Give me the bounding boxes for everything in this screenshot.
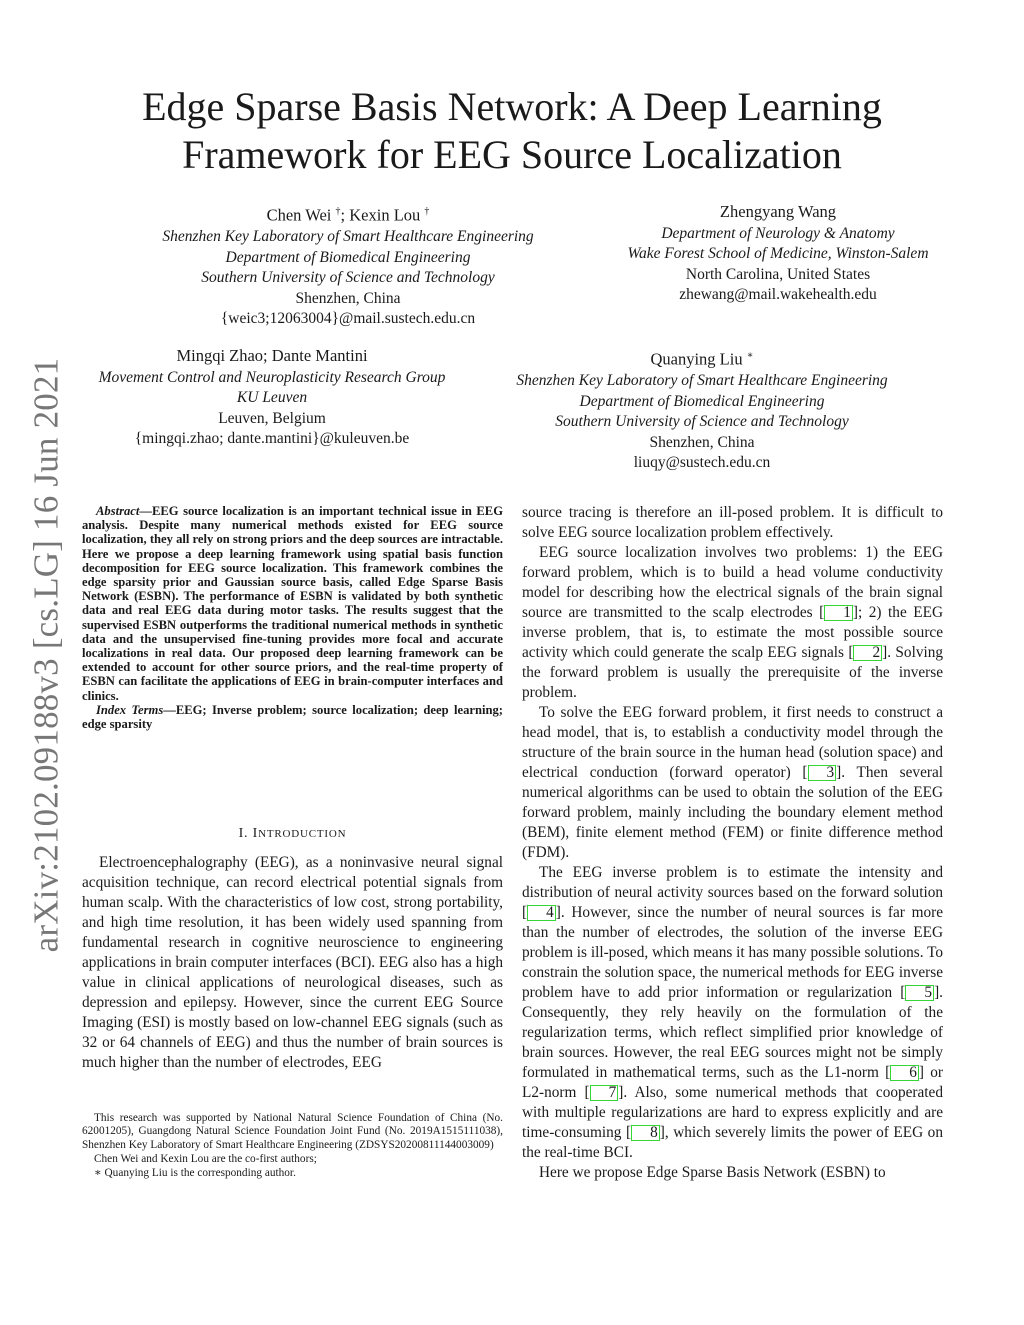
author-name: Zhengyang Wang — [719, 202, 837, 221]
citation-link[interactable]: 8 — [631, 1125, 660, 1141]
footnote-corresponding: ∗ Quanying Liu is the corresponding author. — [94, 1167, 296, 1180]
citation-link[interactable]: 3 — [808, 765, 837, 781]
author-email[interactable]: {weic3;12063004}@mail.sustech.edu.cn — [220, 310, 476, 328]
author-email[interactable]: {mingqi.zhao; dante.mantini}@kuleuven.be — [134, 430, 410, 448]
author-affiliation: Wake Forest School of Medicine, Winston-Salem — [627, 245, 929, 263]
abstract-text: —EEG source localization is an important technical issue in EEG analysis. Despite many numerical methods existed for EEG source localization, they all rely on strong priors and the deep sources are intractable. Here we propose a deep learning framework using spatial basis function decomposition for EEG source localization. This framework combines the edge sparsity prior and Gaussian source basis, called Edge Sparse Basis Network (ESBN). The performance of ESBN is validated by both synthetic data and real EEG data during motor tasks. The results suggest that the supervised ESBN outperforms the traditional numerical methods in synthetic data and the unsupervised fine-tuning provides more focal and accurate localizations in real data. Our proposed deep learning framework can be extended to account for other source priors, and the real-time property of ESBN can facilitate the applications of EEG in brain-computer interfaces and clinics. — [82, 504, 503, 703]
footnotes — [82, 1112, 503, 1181]
paper-title: Edge Sparse Basis Network: A Deep Learning Framework for EEG Source Localization — [142, 84, 882, 177]
left-column-body — [82, 853, 503, 1073]
author-affiliation: Department of Biomedical Engineering — [579, 392, 825, 410]
author-affiliation: Southern University of Science and Technology — [201, 269, 495, 287]
author-affiliation: Department of Neurology & Anatomy — [661, 224, 895, 242]
author-block-wang — [598, 202, 958, 306]
index-terms-text: —EEG; Inverse problem; source localization; deep learning; edge sparsity — [82, 702, 503, 732]
abstract-paragraph — [82, 504, 503, 703]
body-paragraph: Here we propose Edge Sparse Basis Network (ESBN) to — [539, 1164, 886, 1181]
body-paragraph: Electroencephalography (EEG), as a noninvasive neural signal acquisition technique, can record electrical potential signals from human scalp. With the characteristics of low cost, strong portability, and high time resolution, it has been widely used spanning from fundamental research in cognitive neuroscience to engineering applications in brain computer interfaces (BCI). EEG also has a high value in clinical applications of neurological diseases, such as depression and epilepsy. However, since the current EEG Source Imaging (ESI) is mostly based on low-channel EEG signals (such as 32 or 64 channels of EEG) and thus the number of brain sources is much higher than the number of electrodes, EEG — [82, 854, 503, 1071]
citation-link[interactable]: 6 — [890, 1065, 919, 1081]
right-column-body — [522, 503, 943, 1183]
abstract-label: Abstract — [96, 504, 140, 518]
author-affiliation: Department of Biomedical Engineering — [225, 248, 471, 266]
abstract — [82, 504, 503, 731]
author-affiliation: Shenzhen Key Laboratory of Smart Healthcare Engineering — [162, 228, 534, 246]
footnote-cofirst: Chen Wei and Kexin Lou are the co-first authors; — [94, 1152, 317, 1165]
author-block-zhao-mantini — [60, 346, 484, 450]
author-affiliation: KU Leuven — [236, 389, 308, 407]
author-names: Mingqi Zhao; Dante Mantini — [176, 346, 368, 365]
author-location: Shenzhen, China — [295, 289, 401, 307]
author-block-wei-lou — [118, 202, 578, 330]
author-email[interactable]: zhewang@mail.wakehealth.edu — [679, 286, 877, 304]
body-paragraph: EEG source localization involves two problems: 1) the EEG forward problem, which is to build a head volume conductivity model for describing how the electrical signals of the brain signal source are transmitted to the scalp electrodes [ 1 ]; 2) the EEG inverse problem, that is, to estimate the most possible source activity which could generate the scalp EEG signals [ 2 ]. Solving the forward problem is usually the prerequisite of the inverse problem. — [522, 544, 944, 701]
body-paragraph: The EEG inverse problem is to estimate the intensity and distribution of neural activity sources based on the forward solution [ 4 ]. However, since the number of neural sources is far more than the number of electrodes, the solution of the inverse EEG problem is ill-posed, which means it has many possible solutions. To constrain the solution space, the numerical methods for EEG inverse problem have to add prior information or regularization [ 5 ]. Consequently, they rely heavily on the formulation of the regularization terms, which reflect simplified prior knowledge of brain sources. However, the real EEG sources might not be simply formulated in mathematical terms, such as the L1-norm [ 6 ] or L2-norm [ 7 ]. Also, some numerical methods that cooperated with multiple regularizations are hard to express explicitly and are time-consuming [ 8 ], which severely limits the power of EEG on the real-time BCI. — [522, 864, 943, 1161]
index-terms — [82, 703, 503, 731]
author-names: Chen Wei †; Kexin Lou † — [266, 205, 430, 225]
author-name: Quanying Liu ∗ — [650, 349, 754, 369]
citation-link[interactable]: 1 — [824, 605, 853, 621]
author-affiliation: Movement Control and Neuroplasticity Research Group — [98, 368, 446, 386]
citation-link[interactable]: 4 — [527, 905, 556, 921]
body-paragraph: source tracing is therefore an ill-posed problem. It is difficult to solve EEG source localization problem effectively. — [522, 504, 943, 541]
footnote-funding: This research was supported by National Natural Science Foundation of China (No. 62001205), Guangdong Natural Science Foundation Joint Fund (No. 2019A1515111038), Shenzhen Key Laboratory of Smart Healthcare Engineering (ZDSYS20200811144003009) — [82, 1112, 503, 1151]
author-affiliation: Shenzhen Key Laboratory of Smart Healthcare Engineering — [516, 372, 888, 390]
author-location: Shenzhen, China — [649, 433, 755, 451]
citation-link[interactable]: 5 — [905, 985, 934, 1001]
citation-link[interactable]: 2 — [853, 645, 882, 661]
author-block-liu — [478, 346, 926, 474]
author-email[interactable]: liuqy@sustech.edu.cn — [633, 454, 771, 472]
author-affiliation: Southern University of Science and Technology — [555, 413, 849, 431]
body-paragraph: To solve the EEG forward problem, it first needs to construct a head model, that is, to establish a conductivity model through the structure of the brain source in the human head (solution space) and electrical conduction (forward operator) [ 3 ]. Then several numerical algorithms can be used to obtain the solution of the EEG forward problem, mainly including the boundary element method (BEM), finite element method (FEM) or finite difference method (FDM). — [522, 704, 943, 861]
citation-link[interactable]: 7 — [590, 1085, 619, 1101]
author-location: North Carolina, United States — [685, 265, 871, 283]
section-heading-introduction: I. INTRODUCTION — [238, 826, 347, 841]
author-location: Leuven, Belgium — [218, 409, 326, 427]
index-terms-label: Index Terms — [96, 702, 164, 717]
arxiv-identifier: arXiv:2102.09188v3 [cs.LG] 16 Jun 2021 — [26, 357, 66, 952]
